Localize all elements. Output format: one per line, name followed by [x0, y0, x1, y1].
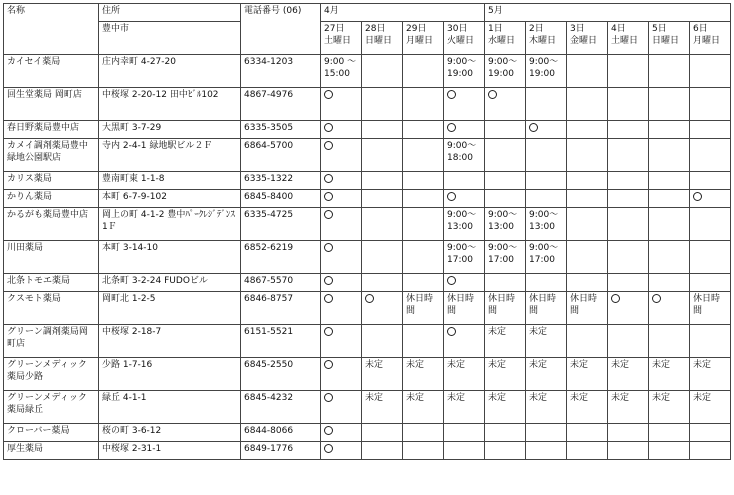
schedule-table-wrapper	[3, 3, 731, 460]
day-date: 2日	[529, 24, 544, 34]
pharmacy-address: 豊南町東 1-1-8	[99, 172, 241, 190]
schedule-cell	[403, 121, 444, 139]
day-weekday: 火曜日	[447, 36, 475, 46]
schedule-cell	[362, 139, 403, 172]
table-row	[4, 55, 731, 88]
header-name: 名称	[4, 4, 99, 55]
day-weekday: 金曜日	[570, 36, 598, 46]
schedule-cell	[649, 172, 690, 190]
pharmacy-name: グリーン調剤薬局岡町店	[4, 325, 99, 358]
schedule-cell	[567, 172, 608, 190]
schedule-cell	[608, 274, 649, 292]
pharmacy-address: 岡町北 1-2-5	[99, 292, 241, 325]
day-weekday: 月曜日	[406, 36, 434, 46]
schedule-cell	[526, 274, 567, 292]
pharmacy-phone: 6845-2550	[241, 358, 321, 391]
schedule-cell	[485, 190, 526, 208]
pharmacy-address: 大黒町 3-7-29	[99, 121, 241, 139]
schedule-cell: 9:00～ 17:00	[526, 241, 567, 274]
table-row	[4, 139, 731, 172]
header-day-0	[321, 22, 362, 55]
day-weekday: 日曜日	[652, 36, 680, 46]
table-row	[4, 274, 731, 292]
pharmacy-address: 寺内 2-4-1 緑地駅ビル２Ｆ	[99, 139, 241, 172]
day-weekday: 水曜日	[488, 36, 516, 46]
pharmacy-phone: 4867-5570	[241, 274, 321, 292]
schedule-cell	[321, 358, 362, 391]
day-date: 3日	[570, 24, 585, 34]
open-circle-icon	[324, 294, 333, 303]
pharmacy-phone: 6844-8066	[241, 424, 321, 442]
pharmacy-phone: 6845-8400	[241, 190, 321, 208]
day-weekday: 土曜日	[324, 36, 352, 46]
schedule-cell	[526, 88, 567, 121]
header-day-8	[649, 22, 690, 55]
pharmacy-phone: 6845-4232	[241, 391, 321, 424]
schedule-cell	[444, 442, 485, 460]
schedule-cell	[526, 139, 567, 172]
pharmacy-name: 厚生薬局	[4, 442, 99, 460]
schedule-cell	[649, 325, 690, 358]
pharmacy-phone: 6334-1203	[241, 55, 321, 88]
day-weekday: 木曜日	[529, 36, 557, 46]
schedule-cell: 未定	[444, 391, 485, 424]
schedule-cell	[403, 172, 444, 190]
schedule-cell	[567, 190, 608, 208]
schedule-cell	[567, 55, 608, 88]
table-row	[4, 442, 731, 460]
day-date: 29日	[406, 24, 427, 34]
header-phone: 電話番号 (06)	[241, 4, 321, 55]
pharmacy-phone: 6151-5521	[241, 325, 321, 358]
schedule-cell	[362, 241, 403, 274]
schedule-cell	[362, 274, 403, 292]
schedule-cell	[321, 241, 362, 274]
header-day-5	[526, 22, 567, 55]
schedule-cell	[485, 424, 526, 442]
header-row-months	[4, 4, 731, 22]
pharmacy-address: 中桜塚 2-31-1	[99, 442, 241, 460]
pharmacy-name: 春日野薬局豊中店	[4, 121, 99, 139]
schedule-cell	[608, 121, 649, 139]
schedule-cell	[362, 208, 403, 241]
schedule-cell	[567, 241, 608, 274]
schedule-cell: 休日時間	[690, 292, 731, 325]
schedule-cell	[690, 325, 731, 358]
day-date: 28日	[365, 24, 386, 34]
header-day-2	[403, 22, 444, 55]
schedule-cell: 未定	[649, 358, 690, 391]
schedule-cell	[690, 55, 731, 88]
schedule-cell	[444, 274, 485, 292]
schedule-cell: 未定	[567, 358, 608, 391]
table-row	[4, 208, 731, 241]
table-row	[4, 292, 731, 325]
schedule-cell	[649, 424, 690, 442]
open-circle-icon	[324, 393, 333, 402]
table-row	[4, 121, 731, 139]
schedule-cell: 未定	[649, 391, 690, 424]
schedule-cell	[567, 121, 608, 139]
open-circle-icon	[447, 90, 456, 99]
header-address: 住所	[99, 4, 241, 22]
pharmacy-address: 緑丘 4-1-1	[99, 391, 241, 424]
schedule-cell	[690, 121, 731, 139]
schedule-cell: 休日時間	[403, 292, 444, 325]
table-row	[4, 190, 731, 208]
pharmacy-name: 川田薬局	[4, 241, 99, 274]
schedule-cell	[444, 121, 485, 139]
pharmacy-phone: 6335-3505	[241, 121, 321, 139]
header-address-city: 豊中市	[99, 22, 241, 55]
schedule-cell	[362, 190, 403, 208]
schedule-cell	[690, 424, 731, 442]
schedule-cell	[403, 241, 444, 274]
schedule-cell	[526, 442, 567, 460]
header-month-may: 5月	[485, 4, 731, 22]
pharmacy-address: 庄内幸町 4-27-20	[99, 55, 241, 88]
pharmacy-phone: 6335-1322	[241, 172, 321, 190]
schedule-cell	[444, 190, 485, 208]
pharmacy-phone: 6335-4725	[241, 208, 321, 241]
header-day-1	[362, 22, 403, 55]
open-circle-icon	[488, 90, 497, 99]
schedule-cell: 未定	[485, 325, 526, 358]
open-circle-icon	[652, 294, 661, 303]
schedule-cell	[362, 442, 403, 460]
schedule-cell	[321, 274, 362, 292]
schedule-cell	[403, 442, 444, 460]
open-circle-icon	[324, 90, 333, 99]
schedule-cell	[321, 442, 362, 460]
schedule-cell	[321, 391, 362, 424]
table-row	[4, 88, 731, 121]
schedule-cell: 未定	[362, 358, 403, 391]
header-day-9	[690, 22, 731, 55]
schedule-cell	[362, 424, 403, 442]
open-circle-icon	[447, 276, 456, 285]
schedule-cell	[444, 88, 485, 121]
schedule-cell	[567, 424, 608, 442]
schedule-cell	[690, 88, 731, 121]
header-day-6	[567, 22, 608, 55]
schedule-cell	[649, 292, 690, 325]
open-circle-icon	[611, 294, 620, 303]
pharmacy-phone: 6852-6219	[241, 241, 321, 274]
schedule-cell: 未定	[690, 391, 731, 424]
pharmacy-address: 本町 6-7-9-102	[99, 190, 241, 208]
open-circle-icon	[324, 123, 333, 132]
schedule-cell	[485, 121, 526, 139]
schedule-cell	[362, 292, 403, 325]
schedule-cell	[403, 274, 444, 292]
schedule-cell: 9:00～ 17:00	[444, 241, 485, 274]
schedule-cell: 未定	[403, 391, 444, 424]
schedule-cell	[649, 121, 690, 139]
schedule-cell	[321, 172, 362, 190]
table-row	[4, 172, 731, 190]
pharmacy-address: 少路 1-7-16	[99, 358, 241, 391]
schedule-cell: 9:00～ 13:00	[444, 208, 485, 241]
schedule-cell	[690, 190, 731, 208]
schedule-cell	[526, 172, 567, 190]
schedule-cell	[608, 424, 649, 442]
schedule-cell	[649, 55, 690, 88]
header-row-days	[4, 22, 731, 55]
schedule-cell	[444, 172, 485, 190]
table-row	[4, 325, 731, 358]
schedule-cell	[649, 139, 690, 172]
schedule-cell	[485, 274, 526, 292]
schedule-cell: 未定	[362, 391, 403, 424]
schedule-cell	[362, 121, 403, 139]
schedule-cell	[403, 139, 444, 172]
day-date: 27日	[324, 24, 345, 34]
schedule-cell	[321, 424, 362, 442]
schedule-cell: 9:00～ 13:00	[485, 208, 526, 241]
schedule-cell	[321, 139, 362, 172]
schedule-cell: 9:00～ 19:00	[526, 55, 567, 88]
schedule-cell: 休日時間	[485, 292, 526, 325]
schedule-cell: 休日時間	[444, 292, 485, 325]
schedule-cell	[608, 190, 649, 208]
schedule-cell	[608, 88, 649, 121]
pharmacy-name: カメイ調剤薬局豊中緑地公園駅店	[4, 139, 99, 172]
schedule-cell	[444, 325, 485, 358]
table-row	[4, 424, 731, 442]
schedule-cell: 未定	[526, 358, 567, 391]
schedule-cell: 9:00 ～ 15:00	[321, 55, 362, 88]
schedule-cell	[690, 139, 731, 172]
schedule-cell	[362, 172, 403, 190]
day-date: 4日	[611, 24, 626, 34]
schedule-cell	[321, 121, 362, 139]
day-weekday: 日曜日	[365, 36, 393, 46]
pharmacy-address: 中桜塚 2-20-12 田中ﾋﾞﾙ102	[99, 88, 241, 121]
open-circle-icon	[324, 276, 333, 285]
schedule-cell	[403, 424, 444, 442]
header-day-4	[485, 22, 526, 55]
schedule-cell	[321, 292, 362, 325]
schedule-cell: 9:00～ 17:00	[485, 241, 526, 274]
open-circle-icon	[447, 192, 456, 201]
schedule-cell	[362, 88, 403, 121]
open-circle-icon	[324, 360, 333, 369]
schedule-cell	[444, 424, 485, 442]
table-row	[4, 241, 731, 274]
schedule-cell	[608, 172, 649, 190]
pharmacy-phone: 6846-8757	[241, 292, 321, 325]
pharmacy-address: 中桜塚 2-18-7	[99, 325, 241, 358]
schedule-cell	[649, 442, 690, 460]
schedule-cell	[403, 208, 444, 241]
schedule-cell	[403, 325, 444, 358]
schedule-cell	[608, 55, 649, 88]
open-circle-icon	[324, 192, 333, 201]
table-row	[4, 358, 731, 391]
schedule-cell	[649, 241, 690, 274]
pharmacy-name: クスモト薬局	[4, 292, 99, 325]
open-circle-icon	[324, 444, 333, 453]
schedule-cell	[690, 442, 731, 460]
schedule-cell: 休日時間	[526, 292, 567, 325]
schedule-cell	[608, 241, 649, 274]
open-circle-icon	[447, 327, 456, 336]
schedule-cell: 未定	[567, 391, 608, 424]
schedule-cell	[608, 208, 649, 241]
schedule-cell	[690, 172, 731, 190]
open-circle-icon	[324, 327, 333, 336]
pharmacy-address: 岡上の町 4-1-2 豊中ﾊﾟｰｸﾚｼﾞﾃﾞﾝｽ1Ｆ	[99, 208, 241, 241]
day-date: 1日	[488, 24, 503, 34]
schedule-body	[4, 55, 731, 460]
schedule-cell	[403, 55, 444, 88]
day-date: 30日	[447, 24, 468, 34]
table-row	[4, 391, 731, 424]
pharmacy-phone: 6849-1776	[241, 442, 321, 460]
schedule-cell	[485, 442, 526, 460]
day-weekday: 月曜日	[693, 36, 721, 46]
schedule-cell	[690, 208, 731, 241]
schedule-cell	[362, 55, 403, 88]
open-circle-icon	[324, 426, 333, 435]
schedule-cell	[321, 190, 362, 208]
schedule-cell	[690, 241, 731, 274]
pharmacy-holiday-schedule-table	[3, 3, 731, 460]
schedule-cell: 9:00～ 18:00	[444, 139, 485, 172]
schedule-cell: 未定	[403, 358, 444, 391]
schedule-cell	[567, 139, 608, 172]
header-day-3	[444, 22, 485, 55]
schedule-cell	[526, 190, 567, 208]
pharmacy-name: 北条トモエ薬局	[4, 274, 99, 292]
pharmacy-name: グリーンメディック薬局少路	[4, 358, 99, 391]
pharmacy-phone: 6864-5700	[241, 139, 321, 172]
pharmacy-name: かりん薬局	[4, 190, 99, 208]
schedule-cell: 未定	[608, 358, 649, 391]
header-day-7	[608, 22, 649, 55]
pharmacy-name: グリーンメディック薬局緑丘	[4, 391, 99, 424]
schedule-cell	[485, 172, 526, 190]
pharmacy-name: クローバー薬局	[4, 424, 99, 442]
pharmacy-name: 回生堂薬局 岡町店	[4, 88, 99, 121]
schedule-cell	[567, 274, 608, 292]
schedule-cell: 未定	[690, 358, 731, 391]
schedule-cell	[567, 208, 608, 241]
schedule-cell	[403, 190, 444, 208]
schedule-cell	[608, 325, 649, 358]
schedule-cell: 9:00～ 13:00	[526, 208, 567, 241]
schedule-cell	[321, 325, 362, 358]
schedule-cell	[608, 139, 649, 172]
open-circle-icon	[365, 294, 374, 303]
schedule-cell: 未定	[526, 325, 567, 358]
schedule-cell	[526, 121, 567, 139]
schedule-cell: 未定	[485, 391, 526, 424]
schedule-cell	[649, 190, 690, 208]
pharmacy-name: かるがも薬局豊中店	[4, 208, 99, 241]
schedule-cell	[567, 325, 608, 358]
pharmacy-name: カリス薬局	[4, 172, 99, 190]
schedule-cell	[321, 88, 362, 121]
pharmacy-address: 本町 3-14-10	[99, 241, 241, 274]
schedule-cell	[485, 88, 526, 121]
schedule-cell	[526, 424, 567, 442]
open-circle-icon	[324, 141, 333, 150]
schedule-cell	[608, 442, 649, 460]
schedule-cell: 未定	[526, 391, 567, 424]
schedule-cell	[567, 88, 608, 121]
schedule-cell: 未定	[608, 391, 649, 424]
header-month-april: 4月	[321, 4, 485, 22]
pharmacy-name: カイセイ薬局	[4, 55, 99, 88]
schedule-cell: 9:00～ 19:00	[444, 55, 485, 88]
schedule-cell: 休日時間	[567, 292, 608, 325]
schedule-cell	[649, 208, 690, 241]
schedule-cell	[485, 139, 526, 172]
schedule-cell	[567, 442, 608, 460]
schedule-cell	[403, 88, 444, 121]
open-circle-icon	[324, 174, 333, 183]
schedule-cell	[321, 208, 362, 241]
day-date: 5日	[652, 24, 667, 34]
schedule-cell	[649, 88, 690, 121]
open-circle-icon	[529, 123, 538, 132]
schedule-cell: 未定	[485, 358, 526, 391]
day-weekday: 土曜日	[611, 36, 639, 46]
day-date: 6日	[693, 24, 708, 34]
schedule-cell	[690, 274, 731, 292]
schedule-cell	[362, 325, 403, 358]
schedule-cell: 未定	[444, 358, 485, 391]
open-circle-icon	[447, 123, 456, 132]
pharmacy-address: 桜の町 3-6-12	[99, 424, 241, 442]
schedule-cell	[608, 292, 649, 325]
schedule-cell	[649, 274, 690, 292]
schedule-cell: 9:00～ 19:00	[485, 55, 526, 88]
pharmacy-address: 北条町 3-2-24 FUDOビル	[99, 274, 241, 292]
pharmacy-phone: 4867-4976	[241, 88, 321, 121]
open-circle-icon	[324, 210, 333, 219]
open-circle-icon	[693, 192, 702, 201]
open-circle-icon	[324, 243, 333, 252]
